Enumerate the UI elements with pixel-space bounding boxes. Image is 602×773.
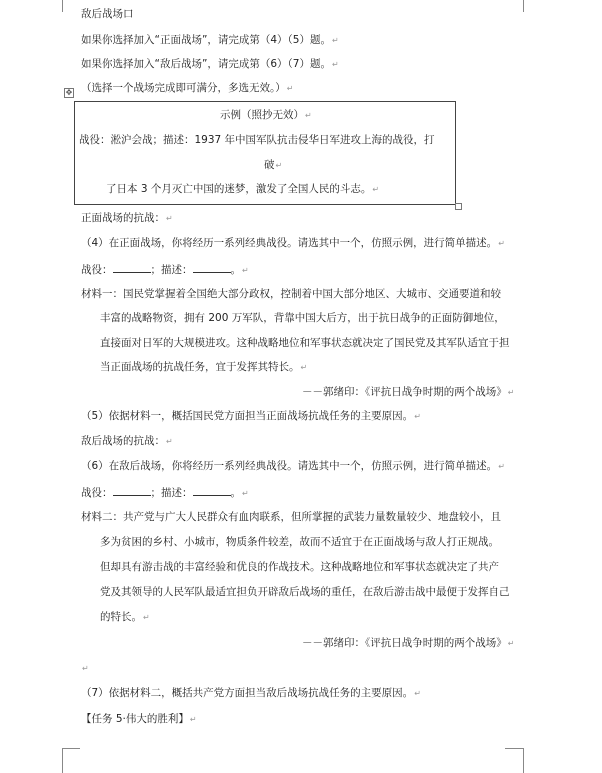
example-line-3: 了日本 3 个月灭亡中国的迷梦，激发了全国人民的斗志。↵ xyxy=(106,183,380,195)
crop-mark-top-right xyxy=(523,0,524,12)
rear-title-line: 敌后战场口 xyxy=(81,8,134,20)
note-line: （选择一个战场完成即可满分，多选无效。）↵ xyxy=(81,82,294,94)
crop-mark-bottom-left-h xyxy=(62,748,80,749)
answer-line-6: 战役： ；描述： 。↵ xyxy=(81,484,249,501)
choose-front-line: 如果你选择加入“正面战场”，请完成第（4）（5）题。↵ xyxy=(81,34,339,46)
answer-line-4: 战役： ；描述： 。↵ xyxy=(81,261,249,278)
material-2-line-5: 的特长。↵ xyxy=(100,611,150,623)
material-1-line-2: 丰富的战略物资，拥有 200 万军队，背靠中国大后方，出于抗日战争的正面防御地位， xyxy=(100,312,505,324)
material-2-line-2: 多为贫困的乡村、小城市，物质条件较差，故而不适宜于在正面战场与敌人打正规战。 xyxy=(100,536,499,548)
table-move-handle-icon[interactable]: ✥ xyxy=(65,88,73,97)
crop-mark-bottom-right-h xyxy=(505,748,523,749)
question-6: （6）在敌后战场，你将经历一系列经典战役。请选其中一个，仿照示例，进行简单描述。↵ xyxy=(81,460,505,472)
material-1-source: －－郭绪印：《评抗日战争时期的两个战场》↵ xyxy=(302,386,515,398)
material-2-line-4: 党及其领导的人民军队最适宜担负开辟敌后战场的重任，在敌后游击战中最便于发挥自己 xyxy=(100,586,510,598)
task-5-heading: 【任务 5·伟大的胜利】↵ xyxy=(81,713,197,725)
rear-heading: 敌后战场的抗战：↵ xyxy=(81,435,173,447)
material-2-line-3: 但却具有游击战的丰富经验和优良的作战技术。这种战略地位和军事状态就决定了共产 xyxy=(100,561,499,573)
material-1-line-1: 材料一：国民党掌握着全国绝大部分政权，控制着中国大部分地区、大城市、交通要道和较 xyxy=(81,288,501,300)
empty-paragraph: ↵ xyxy=(82,664,89,673)
desc-blank-4[interactable] xyxy=(193,261,231,273)
desc-blank-6[interactable] xyxy=(193,484,231,496)
battle-blank-4[interactable] xyxy=(113,261,151,273)
question-7: （7）依据材料二，概括共产党方面担当敌后战场抗战任务的主要原因。↵ xyxy=(81,687,421,699)
table-resize-handle[interactable] xyxy=(455,203,462,210)
front-heading: 正面战场的抗战：↵ xyxy=(81,212,173,224)
question-5: （5）依据材料一，概括国民党方面担当正面战场抗战任务的主要原因。↵ xyxy=(81,410,421,422)
material-2-line-1: 材料二：共产党与广大人民群众有血肉联系，但所掌握的武装力量数量较少、地盘较小，且 xyxy=(81,511,501,523)
crop-mark-bottom-right-v xyxy=(523,748,524,773)
battle-blank-6[interactable] xyxy=(113,484,151,496)
example-line-2: 破↵ xyxy=(264,159,283,171)
example-title: 示例（照抄无效）↵ xyxy=(220,109,312,121)
example-line-1: 战役：淞沪会战；描述：1937 年中国军队抗击侵华日军进攻上海的战役，打 xyxy=(79,134,435,146)
material-1-line-4: 当正面战场的抗战任务，宜于发挥其特长。↵ xyxy=(100,361,308,373)
question-4: （4）在正面战场，你将经历一系列经典战役。请选其中一个，仿照示例，进行简单描述。↵ xyxy=(81,237,505,249)
material-1-line-3: 直接面对日军的大规模进攻。这种战略地位和军事状态就决定了国民党及其军队适宜于担 xyxy=(100,337,510,349)
choose-rear-line: 如果你选择加入“敌后战场”，请完成第（6）（7）题。↵ xyxy=(81,58,339,70)
material-2-source: －－郭绪印：《评抗日战争时期的两个战场》↵ xyxy=(302,637,515,649)
crop-mark-bottom-left-v xyxy=(62,748,63,773)
crop-mark-top-left xyxy=(62,0,63,12)
